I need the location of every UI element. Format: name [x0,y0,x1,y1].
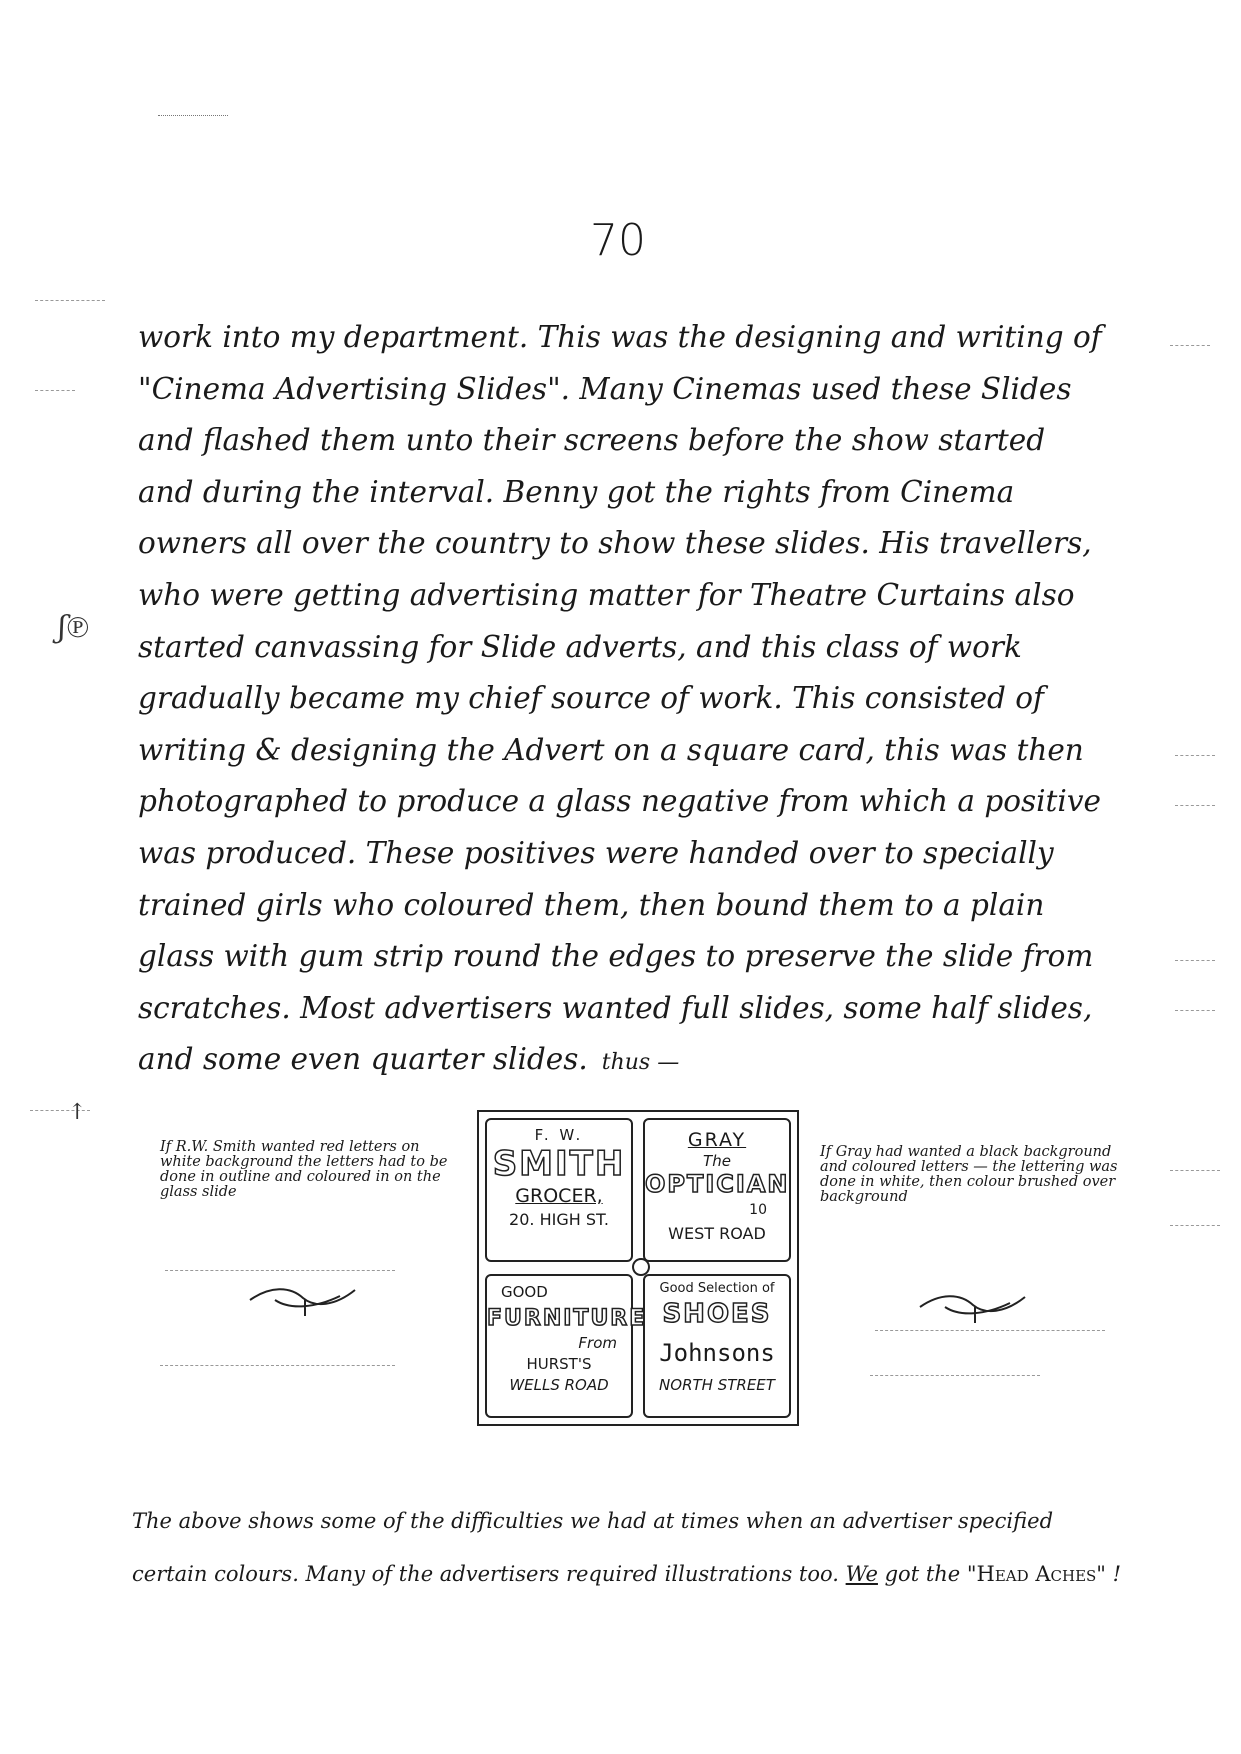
bottom-line-2-start: certain colours. Many of the advertisers required illustrations too. [132,1562,846,1586]
body-line: who were getting advertising matter for Theatre Curtains also [138,577,1075,612]
slide-johnsons [643,1274,791,1418]
bottom-handwritten-text [132,1495,1142,1601]
hursts-from: From [578,1334,617,1352]
thus-label: thus — [601,1050,680,1076]
slide-smith [485,1118,633,1262]
bottom-line-1: The above shows some of the difficulties we had at times when an advertiser specified [132,1509,1054,1533]
slide-gray [643,1118,791,1262]
hursts-good: GOOD [501,1283,548,1301]
johnsons-goods: SHOES [662,1299,772,1329]
margin-annotation-mark: ʃ℗ [58,610,89,645]
flourish-right [915,1285,1035,1325]
bottom-line-2 [132,1548,1142,1601]
body-line: glass with gum strip round the edges to preserve the slide from [138,939,1094,974]
gray-address: WEST ROAD [668,1224,766,1243]
flourish-left [245,1278,365,1318]
margin-dash [165,1270,395,1271]
margin-dash [1175,960,1215,961]
margin-dash [1170,1170,1220,1171]
bottom-line-2-we: We [845,1562,878,1586]
smith-name: SMITH [492,1144,626,1184]
margin-dash [1170,345,1210,346]
johnsons-address: NORTH STREET [659,1376,775,1394]
note-right: If Gray had wanted a black background and coloured letters — the lettering was done in white, then colour brushed over background [820,1144,1118,1205]
smith-initials: F. W. [534,1126,584,1144]
body-line: was produced. These positives were handed over to specially [138,835,1054,870]
body-line-last [138,1034,1148,1089]
scan-mark [158,115,228,116]
margin-annotation-mark: ↑ [68,1100,87,1125]
gray-name: GRAY [687,1129,747,1151]
body-line: writing & designing the Advert on a square card, this was then [138,732,1084,767]
body-line: photographed to produce a glass negative from which a positive [138,784,1101,819]
gray-the: The [703,1152,731,1170]
hursts-address: WELLS ROAD [509,1376,609,1394]
margin-dash [875,1330,1105,1331]
slide-hursts [485,1274,647,1418]
margin-dash [1175,755,1215,756]
margin-dash [160,1365,395,1366]
body-line: and during the interval. Benny got the rights from Cinema [138,474,1015,509]
bottom-line-2-end: " ! [1096,1562,1122,1586]
margin-dash [870,1375,1040,1376]
body-line: and some even quarter slides. [138,1042,588,1077]
margin-dash [1175,805,1215,806]
body-line: scratches. Most advertisers wanted full slides, some half slides, [138,990,1093,1025]
margin-dash [35,300,105,301]
margin-dash [1170,1225,1220,1226]
quarter-slides-illustration [477,1110,799,1426]
bottom-line-2-got: got the " [877,1562,977,1586]
hursts-goods: FURNITURE [487,1306,647,1331]
body-line: work into my department. This was the designing and writing of [138,320,1102,354]
slide-inner [485,1118,791,1418]
slide-centre-ornament [632,1258,650,1276]
johnsons-name: Johnsons [659,1339,775,1367]
gray-trade: OPTICIAN [645,1170,790,1198]
body-line: trained girls who coloured them, then bound them to a plain [138,887,1045,922]
margin-dash [1175,1010,1215,1011]
johnsons-tagline: Good Selection of [659,1281,775,1296]
smith-address: 20. HIGH ST. [509,1210,609,1229]
body-line: "Cinema Advertising Slides". Many Cinemas used these Slides [138,371,1072,406]
body-line: owners all over the country to show these slides. His travellers, [138,526,1092,561]
margin-dash [35,390,75,391]
body-line: gradually became my chief source of work. This consisted of [138,681,1044,716]
page-number: 70 [590,215,646,266]
body-line: and flashed them unto their screens before the show started [138,423,1046,458]
body-line: started canvassing for Slide adverts, and this class of work [138,629,1022,664]
bottom-line-2-headaches: Head Aches [976,1562,1097,1586]
handwritten-body [138,312,1148,1089]
gray-number: 10 [749,1202,767,1218]
hursts-name: HURST'S [526,1355,592,1373]
smith-trade: GROCER, [515,1185,603,1207]
note-left: If R.W. Smith wanted red letters on white background the letters had to be done in outline and coloured in on the glass slide [160,1139,448,1200]
